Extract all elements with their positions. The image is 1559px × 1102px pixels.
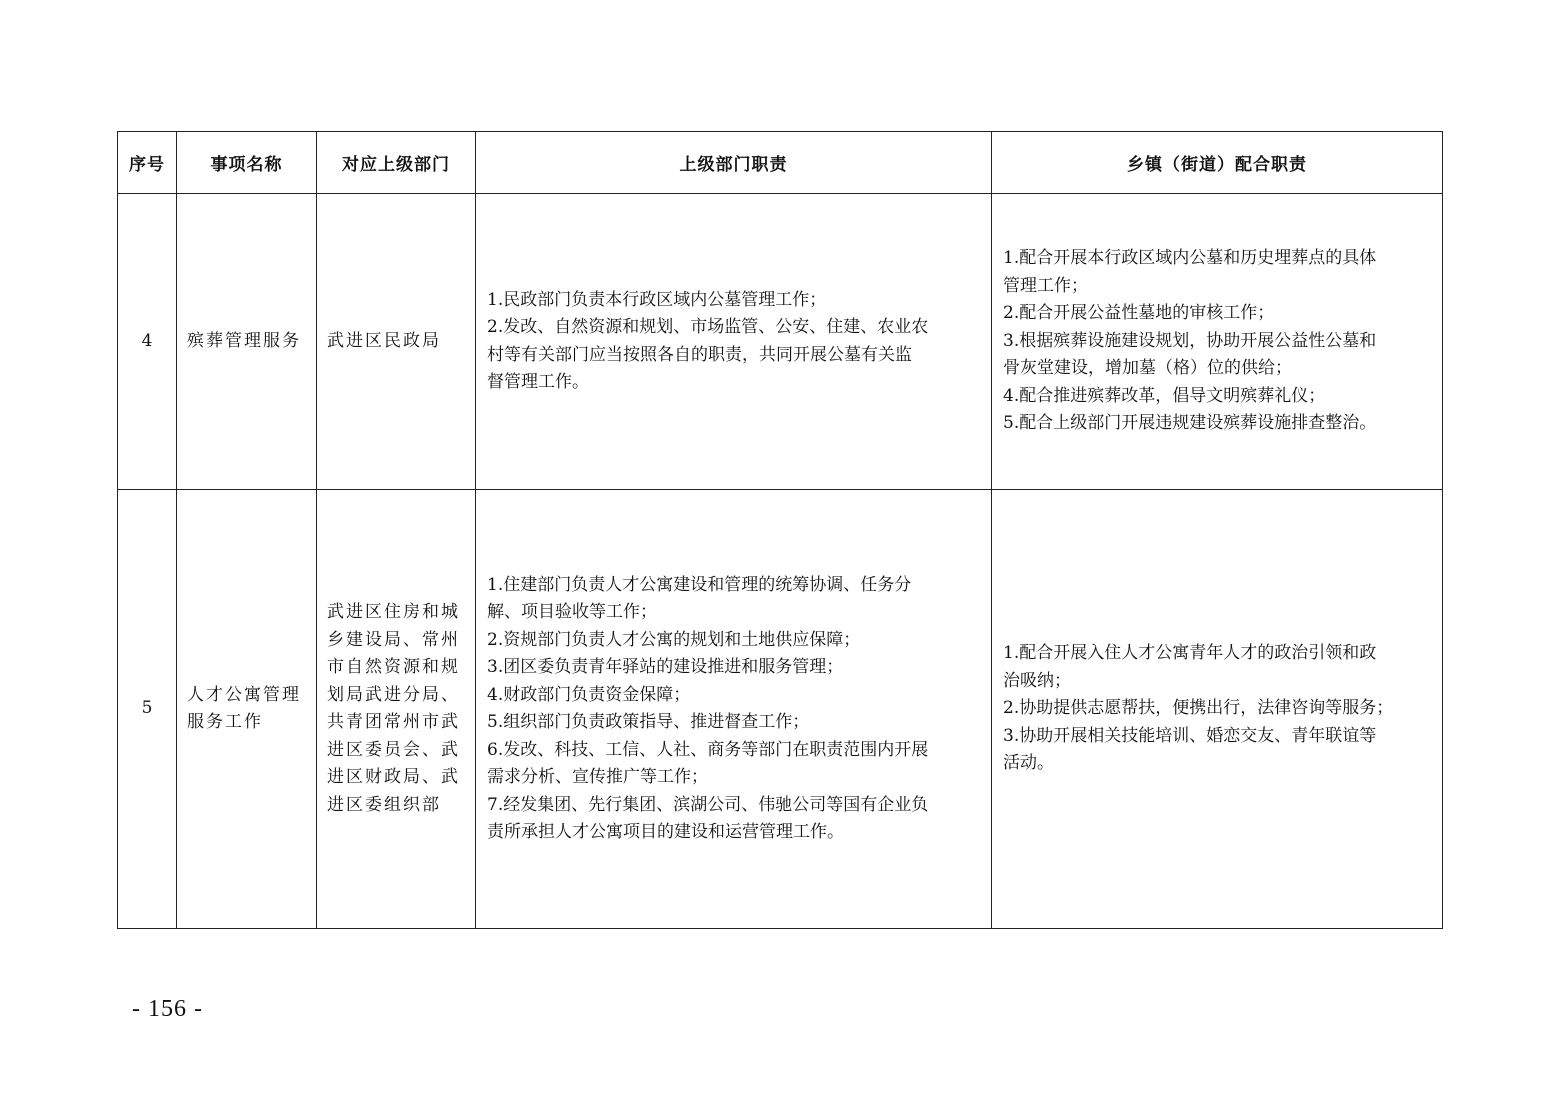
cell-line: 督管理工作。 (487, 372, 589, 392)
cell-line: 活动。 (1003, 753, 1054, 774)
cell-line: 殡葬管理服务 (187, 330, 301, 351)
cell-seq: 4 (118, 194, 177, 490)
cell-department (317, 194, 476, 490)
cell-line: 3.团区委负责青年驿站的建设推进和服务管理； (487, 657, 844, 677)
header-seq: 序号 (118, 132, 177, 194)
cell-line: 1.住建部门负责人才公寓建设和管理的统筹协调、任务分 (487, 574, 912, 595)
cell-line: 4.配合推进殡葬改革，倡导文明殡葬礼仪； (1003, 385, 1326, 406)
cell-line: 需求分析、宣传推广等工作； (487, 767, 708, 787)
cell-line: 进区委组织部 (327, 794, 441, 815)
cell-line: 治吸纳； (1003, 670, 1071, 691)
cell-line: 2.资规部门负责人才公寓的规划和土地供应保障； (487, 629, 861, 650)
cell-line: 进区委员会、武 (327, 739, 460, 760)
cell-line: 村等有关部门应当按照各自的职责，共同开展公墓有关监 (487, 344, 912, 365)
duty-table (117, 131, 1443, 929)
cell-item-name (177, 194, 317, 490)
cell-town-duties (992, 490, 1443, 929)
cell-line: 共青团常州市武 (327, 712, 460, 732)
cell-town-duties (992, 194, 1443, 490)
cell-line: 7.经发集团、先行集团、滨湖公司、伟驰公司等国有企业负 (487, 794, 929, 815)
header-item-name: 事项名称 (177, 132, 317, 194)
cell-line: 2.配合开展公益性墓地的审核工作； (1003, 303, 1275, 324)
cell-line: 5.组织部门负责政策指导、推进督查工作； (487, 712, 810, 732)
cell-item-name (177, 490, 317, 929)
table-row (118, 194, 1443, 490)
page-number: - 156 - (132, 996, 203, 1022)
cell-seq: 5 (118, 490, 177, 929)
cell-upper-duties (476, 194, 992, 490)
cell-line: 人才公寓管理 (187, 684, 301, 705)
header-upper-duties: 上级部门职责 (476, 132, 992, 194)
cell-line: 武进区民政局 (327, 330, 441, 351)
table-row (118, 490, 1443, 929)
cell-upper-duties (476, 490, 992, 929)
cell-line: 6.发改、科技、工信、人社、商务等部门在职责范围内开展 (487, 739, 929, 760)
cell-line: 4.财政部门负责资金保障； (487, 684, 691, 705)
cell-line: 3.根据殡葬设施建设规划，协助开展公益性公墓和 (1003, 330, 1377, 351)
cell-line: 管理工作； (1003, 275, 1088, 296)
cell-line: 划局武进分局、 (327, 684, 460, 705)
cell-department (317, 490, 476, 929)
cell-line: 责所承担人才公寓项目的建设和运营管理工作。 (487, 822, 844, 842)
cell-line: 2.发改、自然资源和规划、市场监管、公安、住建、农业农 (487, 317, 929, 337)
cell-line: 3.协助开展相关技能培训、婚恋交友、青年联谊等 (1003, 725, 1377, 746)
cell-line: 1.配合开展入住人才公寓青年人才的政治引领和政 (1003, 643, 1377, 664)
cell-line: 骨灰堂建设，增加墓（格）位的供给； (1003, 358, 1292, 379)
cell-line: 乡建设局、常州 (327, 629, 460, 650)
cell-line: 1.民政部门负责本行政区域内公墓管理工作； (487, 289, 827, 310)
cell-line: 服务工作 (187, 712, 263, 732)
header-town-duties: 乡镇（街道）配合职责 (992, 132, 1443, 194)
cell-line: 5.配合上级部门开展违规建设殡葬设施排查整治。 (1003, 413, 1377, 434)
header-department: 对应上级部门 (317, 132, 476, 194)
cell-line: 市自然资源和规 (327, 657, 460, 677)
table-header-row (118, 132, 1443, 194)
cell-line: 1.配合开展本行政区域内公墓和历史埋葬点的具体 (1003, 248, 1377, 269)
cell-line: 武进区住房和城 (327, 602, 460, 622)
cell-line: 进区财政局、武 (327, 767, 460, 787)
cell-line: 2.协助提供志愿帮扶，便携出行，法律咨询等服务； (1003, 698, 1394, 719)
cell-line: 解、项目验收等工作； (487, 602, 657, 622)
